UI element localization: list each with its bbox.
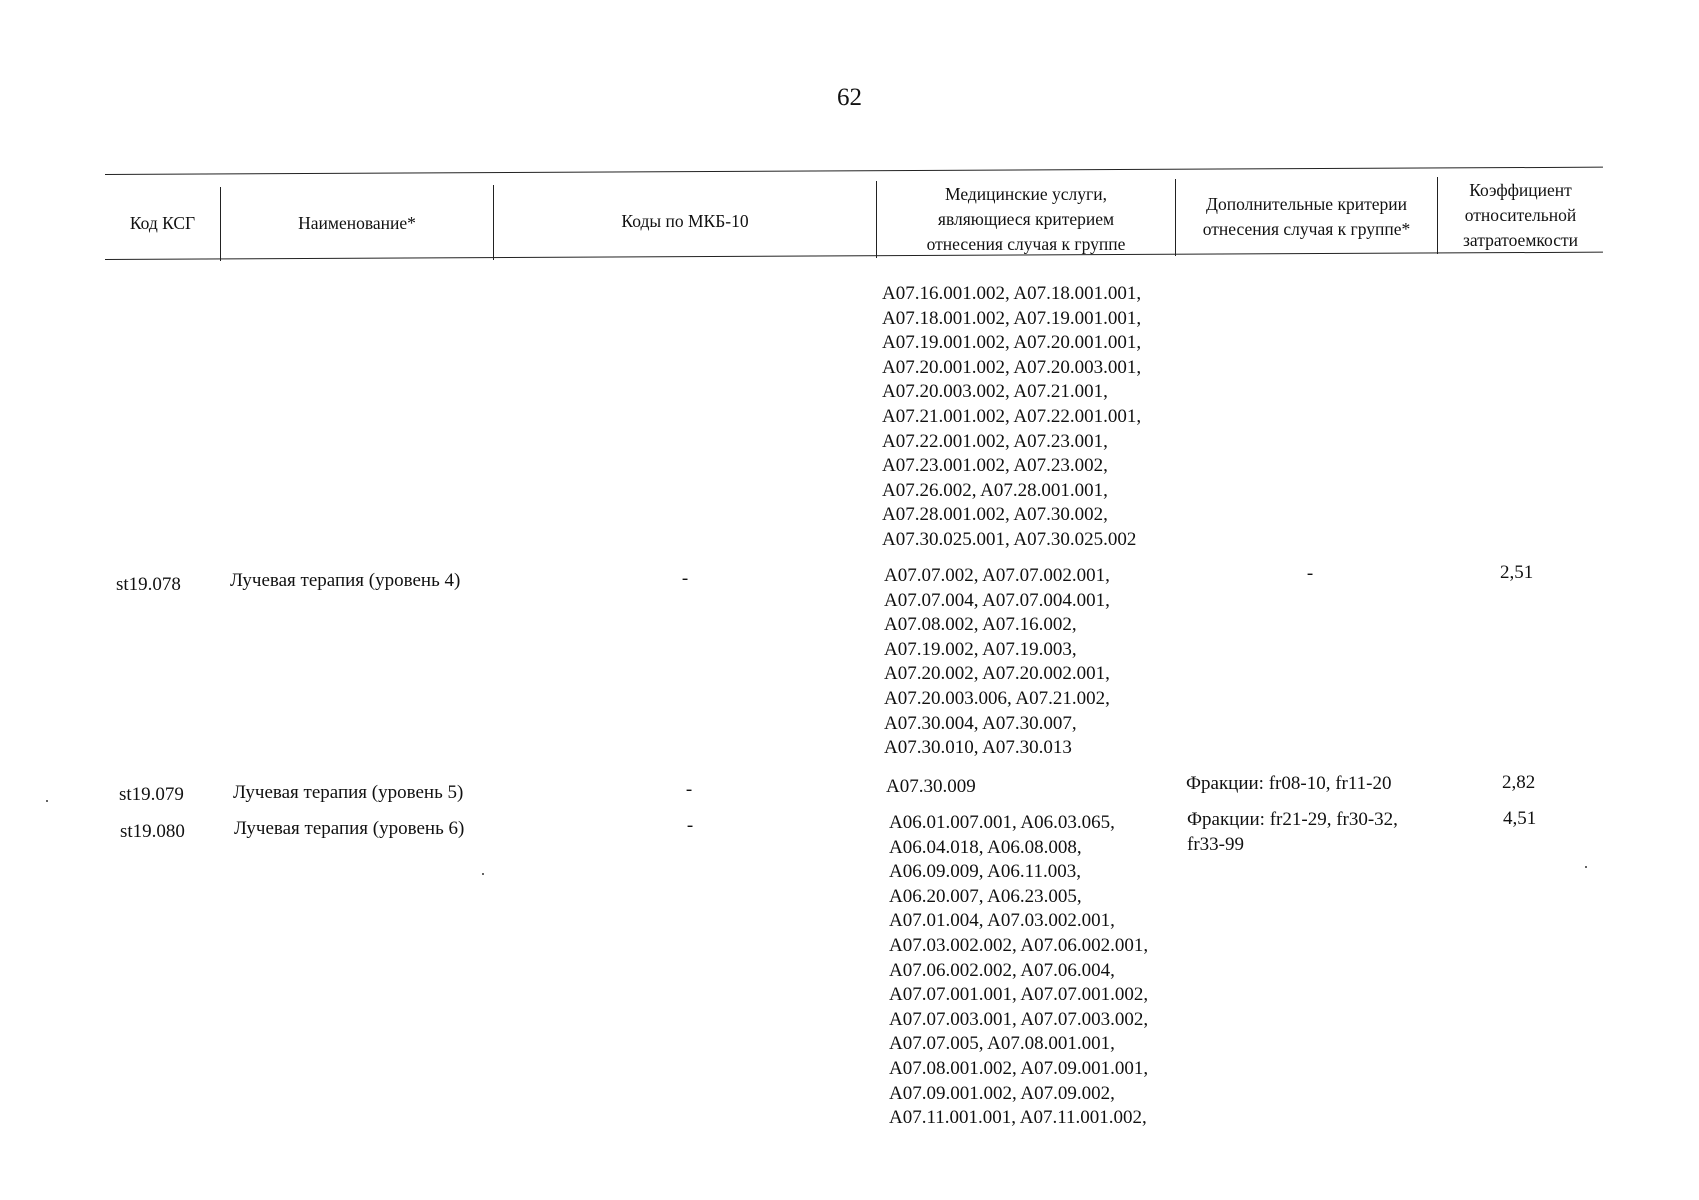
row-2-extra: Фракции: fr21-29, fr30-32, fr33-99: [1187, 809, 1398, 855]
row-2-coefficient: 4,51: [1503, 808, 1537, 829]
row-0-name: Лучевая терапия (уровень 4): [230, 570, 461, 591]
row-0-services: A07.07.002, A07.07.002.001, A07.07.004, A07.07.004.001, A07.08.002, A07.16.002, A07.19.002, A07.19.003, A07.20.002, A07.20.002.001, A07.20.003.006, A07.21.002, A07.30.004, A07.30.007, A07.30.010, A07.30.013: [884, 565, 1110, 759]
header-coefficient: Коэффициент относительной затратоемкости: [1463, 179, 1578, 250]
page-number: 62: [837, 84, 862, 111]
header-code: Код КСГ: [129, 212, 196, 233]
scan-speck: [1585, 866, 1587, 868]
row-0-coefficient: 2,51: [1500, 562, 1534, 583]
row-2-icd: -: [686, 815, 694, 836]
scan-speck: [482, 873, 484, 875]
header-top-rule: [105, 167, 1603, 175]
row-1-icd: -: [685, 779, 693, 800]
row-1-extra: Фракции: fr08-10, fr11-20: [1186, 773, 1392, 794]
row-1-name: Лучевая терапия (уровень 5): [233, 782, 464, 803]
row-1-services: A07.30.009: [886, 776, 976, 797]
row-2-code: st19.080: [120, 821, 185, 842]
header-services: Медицинские услуги, являющиеся критерием отнесения случая к группе: [926, 183, 1126, 254]
header-icd: Коды по МКБ-10: [621, 210, 749, 231]
row-0-icd: -: [681, 568, 689, 589]
row-0-code: st19.078: [116, 574, 181, 595]
header-name: Наименование*: [298, 212, 416, 233]
row-1-code: st19.079: [119, 784, 184, 805]
continuation-services: A07.16.001.002, A07.18.001.001, A07.18.001.002, A07.19.001.001, A07.19.001.002, A07.20.001.001, A07.20.001.002, A07.20.003.001, A07.20.003.002, A07.21.001, A07.21.001.002, A07.22.001.001, A07.22.001.002, A07.23.001, A07.23.001.002, A07.23.002, A07.26.002, A07.28.001.001, A07.28.001.002, A07.30.002, A07.30.025.001, A07.30.025.002: [882, 283, 1142, 550]
header-extra-criteria: Дополнительные критерии отнесения случая к группе*: [1202, 194, 1411, 239]
row-2-name: Лучевая терапия (уровень 6): [234, 818, 465, 839]
row-1-coefficient: 2,82: [1502, 772, 1536, 793]
scan-speck: [46, 800, 48, 802]
row-2-services: A06.01.007.001, A06.03.065, A06.04.018, A06.08.008, A06.09.009, A06.11.003, A06.20.007, A06.23.005, A07.01.004, A07.03.002.001, A07.03.002.002, A07.06.002.001, A07.06.002.002, A07.06.004, A07.07.001.001, A07.07.001.002, A07.07.003.001, A07.07.003.002, A07.07.005, A07.08.001.001, A07.08.001.002, A07.09.001.001, A07.09.001.002, A07.09.002, A07.11.001.001, A07.11.001.002,: [889, 812, 1149, 1129]
row-0-extra: -: [1306, 563, 1314, 584]
